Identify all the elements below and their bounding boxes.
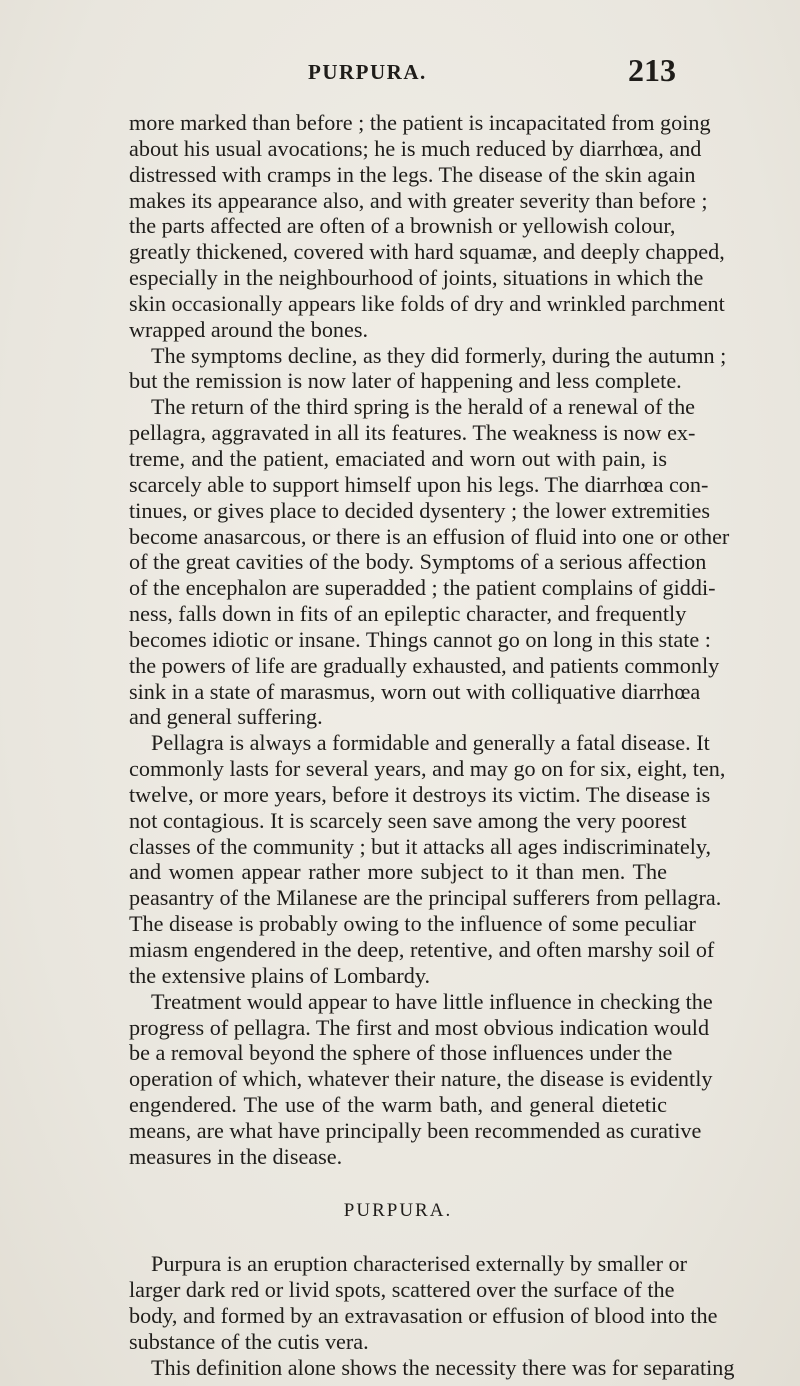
text-line: be a removal beyond the sphere of those influences under the xyxy=(129,1040,673,1066)
section-heading: PURPURA. xyxy=(343,1199,453,1221)
text-line: engendered. The use of the warm bath, and general dietetic xyxy=(129,1092,667,1118)
text-line: not contagious. It is scarcely seen save among the very poorest xyxy=(129,807,687,833)
text-line: distressed with cramps in the legs. The disease of the skin again xyxy=(129,161,696,187)
text-line: The symptoms decline, as they did formerly, during the autumn ; xyxy=(151,342,727,368)
text-line: Treatment would appear to have little influence in checking the xyxy=(151,988,713,1014)
running-title: PURPURA. xyxy=(308,60,427,84)
text-line: peasantry of the Milanese are the principal sufferers from pellagra. xyxy=(129,885,722,911)
text-line: miasm engendered in the deep, retentive, and often marshy soil of xyxy=(129,937,715,962)
page-number: 213 xyxy=(628,52,676,88)
text-line: means, are what have principally been recommended as curative xyxy=(129,1117,702,1143)
section-gap xyxy=(129,1223,667,1251)
text-line: Purpura is an eruption characterised externally by smaller or xyxy=(151,1251,687,1277)
text-line: becomes idiotic or insane. Things cannot go on long in this state : xyxy=(129,626,711,652)
text-line: the powers of life are gradually exhausted, and patients commonly xyxy=(129,652,720,678)
text-line: Pellagra is always a formidable and generally a fatal disease. It xyxy=(151,730,710,756)
text-line: tinues, or gives place to decided dysentery ; the lower extremities xyxy=(129,497,711,523)
running-head xyxy=(0,52,800,98)
text-line: skin occasionally appears like folds of dry and wrinkled parchment xyxy=(129,290,725,316)
text-line: the extensive plains of Lombardy. xyxy=(129,962,431,988)
text-line: commonly lasts for several years, and may go on for six, eight, ten, xyxy=(129,756,726,782)
text-line: makes its appearance also, and with greater severity than before ; xyxy=(129,187,708,213)
section-gap xyxy=(129,1170,667,1198)
text-line: The disease is probably owing to the influence of some peculiar xyxy=(129,911,696,937)
text-line: about his usual avocations; he is much reduced by diarrhœa, and xyxy=(129,135,702,161)
text-line: become anasarcous, or there is an effusion of fluid into one or other xyxy=(129,523,730,549)
text-line: pellagra, aggravated in all its features. The weakness is now ex- xyxy=(129,420,696,446)
text-line: of the great cavities of the body. Symptoms of a serious affection xyxy=(129,549,707,575)
text-line: The return of the third spring is the herald of a renewal of the xyxy=(151,394,696,420)
body-text xyxy=(129,110,735,1381)
text-line: of the encephalon are superadded ; the patient complains of giddi- xyxy=(129,575,716,601)
text-line: operation of which, whatever their nature, the disease is evidently xyxy=(129,1066,713,1092)
text-line: substance of the cutis vera. xyxy=(129,1328,369,1354)
text-line: and general suffering. xyxy=(129,704,323,730)
text-line: twelve, or more years, before it destroys its victim. The disease is xyxy=(129,781,711,807)
text-line: more marked than before ; the patient is incapacitated from going xyxy=(129,110,711,135)
text-line: scarcely able to support himself upon his legs. The diarrhœa con- xyxy=(129,471,709,497)
text-line: progress of pellagra. The first and most obvious indication would xyxy=(129,1014,710,1040)
text-line: especially in the neighbourhood of joints, situations in which the xyxy=(129,265,704,291)
text-line: greatly thickened, covered with hard squamæ, and deeply chapped, xyxy=(129,239,725,265)
text-line: the parts affected are often of a brownish or yellowish colour, xyxy=(129,213,676,239)
text-line: treme, and the patient, emaciated and worn out with pain, is xyxy=(129,445,667,471)
text-line: larger dark red or livid spots, scattered over the surface of the xyxy=(129,1277,675,1303)
text-line: and women appear rather more subject to it than men. The xyxy=(129,859,667,885)
text-line: but the remission is now later of happening and less complete. xyxy=(129,368,682,394)
text-line: measures in the disease. xyxy=(129,1143,343,1169)
text-line: This definition alone shows the necessity there was for separating xyxy=(151,1354,735,1380)
text-line: sink in a state of marasmus, worn out with colliquative diarrhœa xyxy=(129,678,701,704)
text-line: wrapped around the bones. xyxy=(129,316,369,342)
text-line: ness, falls down in fits of an epileptic character, and frequently xyxy=(129,601,687,627)
text-line: classes of the community ; but it attacks all ages indiscriminately, xyxy=(129,833,712,859)
text-line: body, and formed by an extravasation or effusion of blood into the xyxy=(129,1303,718,1329)
